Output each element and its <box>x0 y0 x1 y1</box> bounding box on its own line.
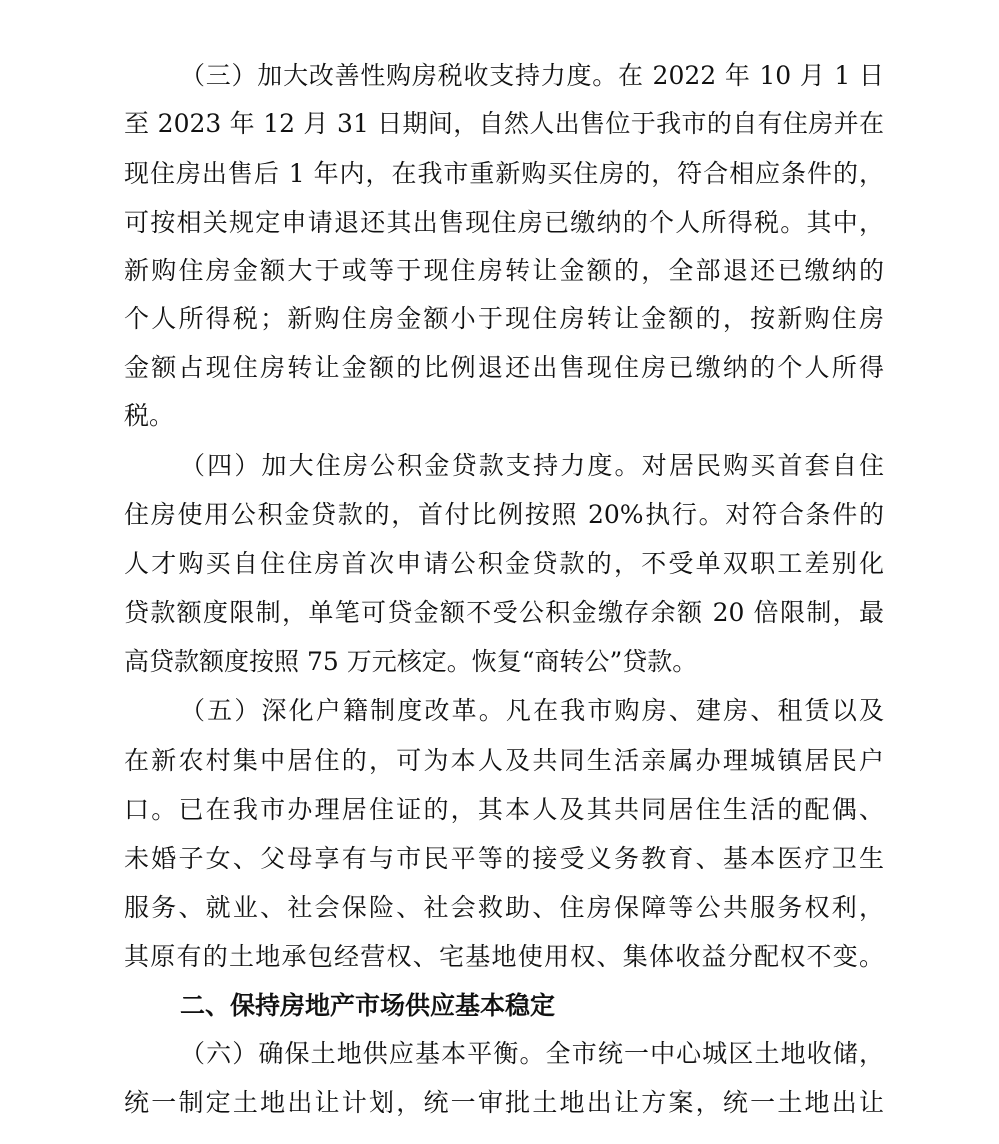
paragraph-4-line-4: 贷款额度限制，单笔可贷金额不受公积金缴存余额 20 倍限制，最 <box>124 598 884 627</box>
paragraph-3-line-2: 至 2023 年 12 月 31 日期间，自然人出售位于我市的自有住房并在 <box>124 109 884 138</box>
paragraph-3-line-5: 新购住房金额大于或等于现住房转让金额的，全部退还已缴纳的 <box>124 256 884 285</box>
paragraph-5-line-1: （五）深化户籍制度改革。凡在我市购房、建房、租赁以及 <box>180 696 884 725</box>
paragraph-5-line-5: 服务、就业、社会保险、社会救助、住房保障等公共服务权利， <box>124 893 884 922</box>
section-heading: 二、保持房地产市场供应基本稳定 <box>180 991 556 1020</box>
paragraph-4-line-5: 高贷款额度按照 75 万元核定。恢复“商转公”贷款。 <box>124 647 698 676</box>
paragraph-4-line-2: 住房使用公积金贷款的，首付比例按照 20%执行。对符合条件的 <box>124 500 884 529</box>
paragraph-3-line-1: （三）加大改善性购房税收支持力度。在 2022 年 10 月 1 日 <box>180 61 884 90</box>
paragraph-5-line-3: 口。已在我市办理居住证的，其本人及其共同居住生活的配偶、 <box>124 795 884 824</box>
paragraph-6-line-2: 统一制定土地出让计划，统一审批土地出让方案，统一土地出让 <box>124 1088 884 1117</box>
paragraph-5-line-4: 未婚子女、父母享有与市民平等的接受义务教育、基本医疗卫生 <box>124 844 884 873</box>
paragraph-3-line-8: 税。 <box>124 401 175 430</box>
paragraph-4-line-1: （四）加大住房公积金贷款支持力度。对居民购买首套自住 <box>180 451 884 480</box>
paragraph-3-line-7: 金额占现住房转让金额的比例退还出售现住房已缴纳的个人所得 <box>124 353 884 382</box>
paragraph-3-line-4: 可按相关规定申请退还其出售现住房已缴纳的个人所得税。其中， <box>124 208 884 237</box>
paragraph-3-line-3: 现住房出售后 1 年内，在我市重新购买住房的，符合相应条件的， <box>124 159 884 188</box>
paragraph-4-line-3: 人才购买自住住房首次申请公积金贷款的，不受单双职工差别化 <box>124 549 884 578</box>
paragraph-5-line-2: 在新农村集中居住的，可为本人及共同生活亲属办理城镇居民户 <box>124 746 884 775</box>
paragraph-3-line-6: 个人所得税；新购住房金额小于现住房转让金额的，按新购住房 <box>124 304 884 333</box>
paragraph-5-line-6: 其原有的土地承包经营权、宅基地使用权、集体收益分配权不变。 <box>124 942 884 971</box>
paragraph-6-line-1: （六）确保土地供应基本平衡。全市统一中心城区土地收储， <box>180 1039 884 1068</box>
